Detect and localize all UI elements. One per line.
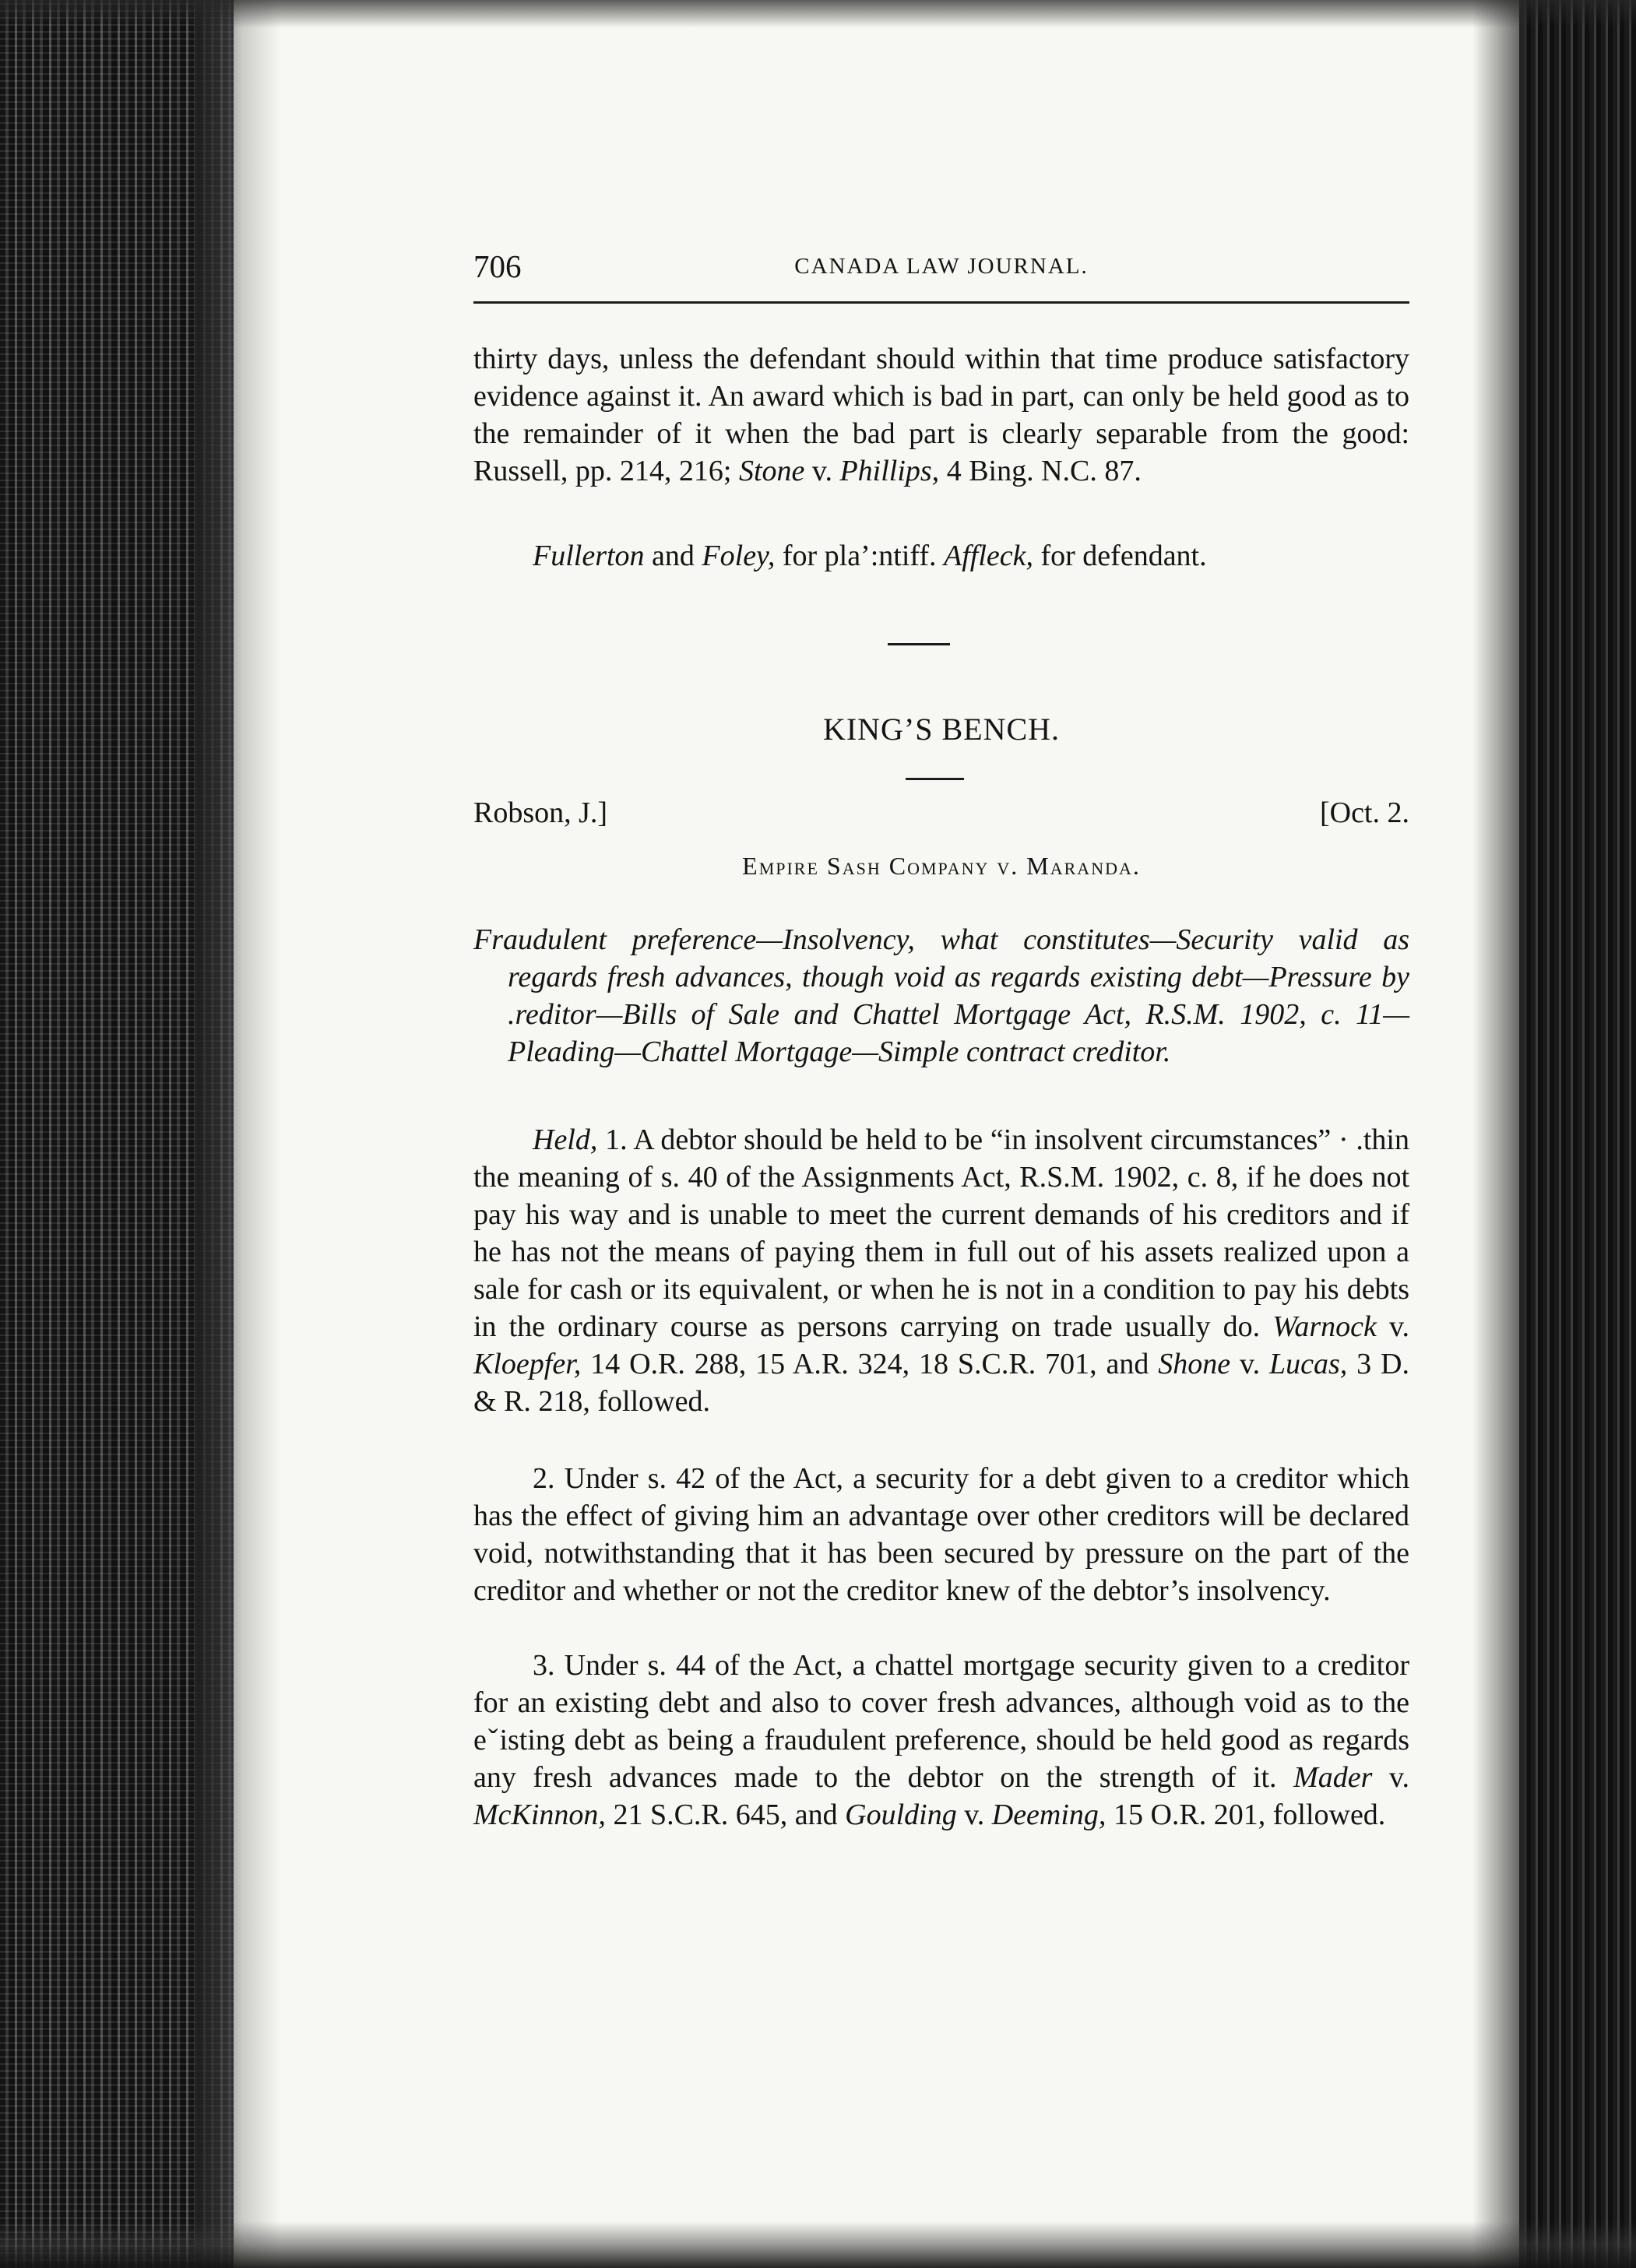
judge-date-line	[473, 796, 1409, 833]
court-heading-rule	[906, 778, 964, 780]
holding-text: 3. Under s. 44 of the Act, a chattel mortgage security given to a creditor for an existing debt and also to cover fresh advances, although void as to the eˇisting debt as being a fraudulent preference, should be held good as regards any fresh advances made to the debtor on the strength of it.	[473, 1649, 1409, 1794]
scan-binding-shadow	[195, 0, 280, 2268]
journal-title: CANADA LAW JOURNAL.	[794, 254, 1089, 279]
counsel-name: Foley,	[702, 540, 776, 572]
scan-right-edge	[1519, 0, 1636, 2268]
headnote-catchwords: Fraudulent preference—Insolvency, what constitutes—Security valid as regards fresh advances, though void as regards existing debt—Pressure by .reditor—Bills of Sale and Chattel Mortgage Act, R.S.M. 1902, c. 11—Pleading—Chattel Mortgage—Simple contract creditor.	[473, 923, 1409, 1068]
case-name: Mader	[1293, 1761, 1373, 1794]
counsel-name: Fullerton	[533, 540, 645, 572]
citation: 3 D. & R. 218, followed.	[473, 1348, 1409, 1418]
case-title: Empire Sash Company v. Maranda.	[742, 852, 1141, 880]
scan-right-shadow	[1472, 0, 1527, 2268]
section-divider	[888, 643, 950, 645]
case-name: Shone	[1158, 1348, 1231, 1380]
counsel-line	[473, 537, 1409, 575]
case-name: Warnock	[1272, 1310, 1377, 1343]
versus: v.	[956, 1799, 992, 1831]
judge-name: Robson, J.]	[473, 796, 608, 829]
case-name: Stone	[738, 455, 805, 487]
court-heading: KING’S BENCH.	[822, 712, 1061, 747]
case-name: Goulding	[845, 1799, 957, 1831]
holding-3	[473, 1647, 1409, 1834]
page-number: 706	[473, 248, 522, 284]
running-head	[473, 248, 1409, 287]
case-name: Phillips,	[839, 455, 940, 487]
holding-text: 1. A debtor should be held to be “in insolvent circumstances” · .thin the meaning of s. 40 of the Assignments Act, R.S.M. 1902, c. 8, if he does not pay his way and is unable to meet the current demands of his creditors and if he has not the means of paying them in full out of his assets realized upon a sale for cash or its equivalent, or when he is not in a condition to pay his debts in the ordinary course as persons carrying on trade usually do.	[473, 1123, 1409, 1343]
case-name: Lucas,	[1268, 1348, 1348, 1380]
versus: v.	[811, 455, 832, 487]
case-name: Kloepfer,	[473, 1348, 582, 1380]
decision-date: [Oct. 2.	[1319, 796, 1409, 829]
citation: 21 S.C.R. 645, and	[605, 1799, 846, 1831]
carryover-paragraph	[473, 340, 1409, 490]
held-label: Held,	[533, 1123, 598, 1156]
citation: 4 Bing. N.C. 87.	[939, 455, 1142, 487]
case-name: McKinnon,	[473, 1799, 606, 1831]
versus: v.	[1376, 1310, 1409, 1343]
counsel-name: Affleck,	[944, 540, 1033, 572]
holding-1	[473, 1121, 1409, 1420]
holding-2: 2. Under s. 42 of the Act, a security for a debt given to a creditor which has the effect of giving him an advantage over other creditors will be declared void, notwithstanding that it has been secured by pressure on the part of the creditor and whether or not the creditor knew of the debtor’s insolvency.	[473, 1462, 1409, 1607]
counsel-text: and	[644, 540, 702, 572]
scan-bottom-edge	[0, 2221, 1636, 2268]
citation: 15 O.R. 201, followed.	[1106, 1799, 1386, 1831]
header-rule	[473, 301, 1409, 304]
versus: v.	[1372, 1761, 1409, 1794]
versus: v.	[1230, 1348, 1269, 1380]
case-name: Deeming,	[991, 1799, 1106, 1831]
carryover-text: thirty days, unless the defendant should within that time produce satisfactory evidence against it. An award which is bad in part, can only be held good as to the remainder of it when the bad part is clearly separable from the good: Russell, pp. 214, 216;	[473, 343, 1409, 487]
citation: 14 O.R. 288, 15 A.R. 324, 18 S.C.R. 701, and	[581, 1348, 1159, 1380]
counsel-text: for pla’:ntiff.	[775, 540, 945, 572]
scan-top-edge	[0, 0, 1636, 28]
counsel-text: for defendant.	[1033, 540, 1207, 572]
